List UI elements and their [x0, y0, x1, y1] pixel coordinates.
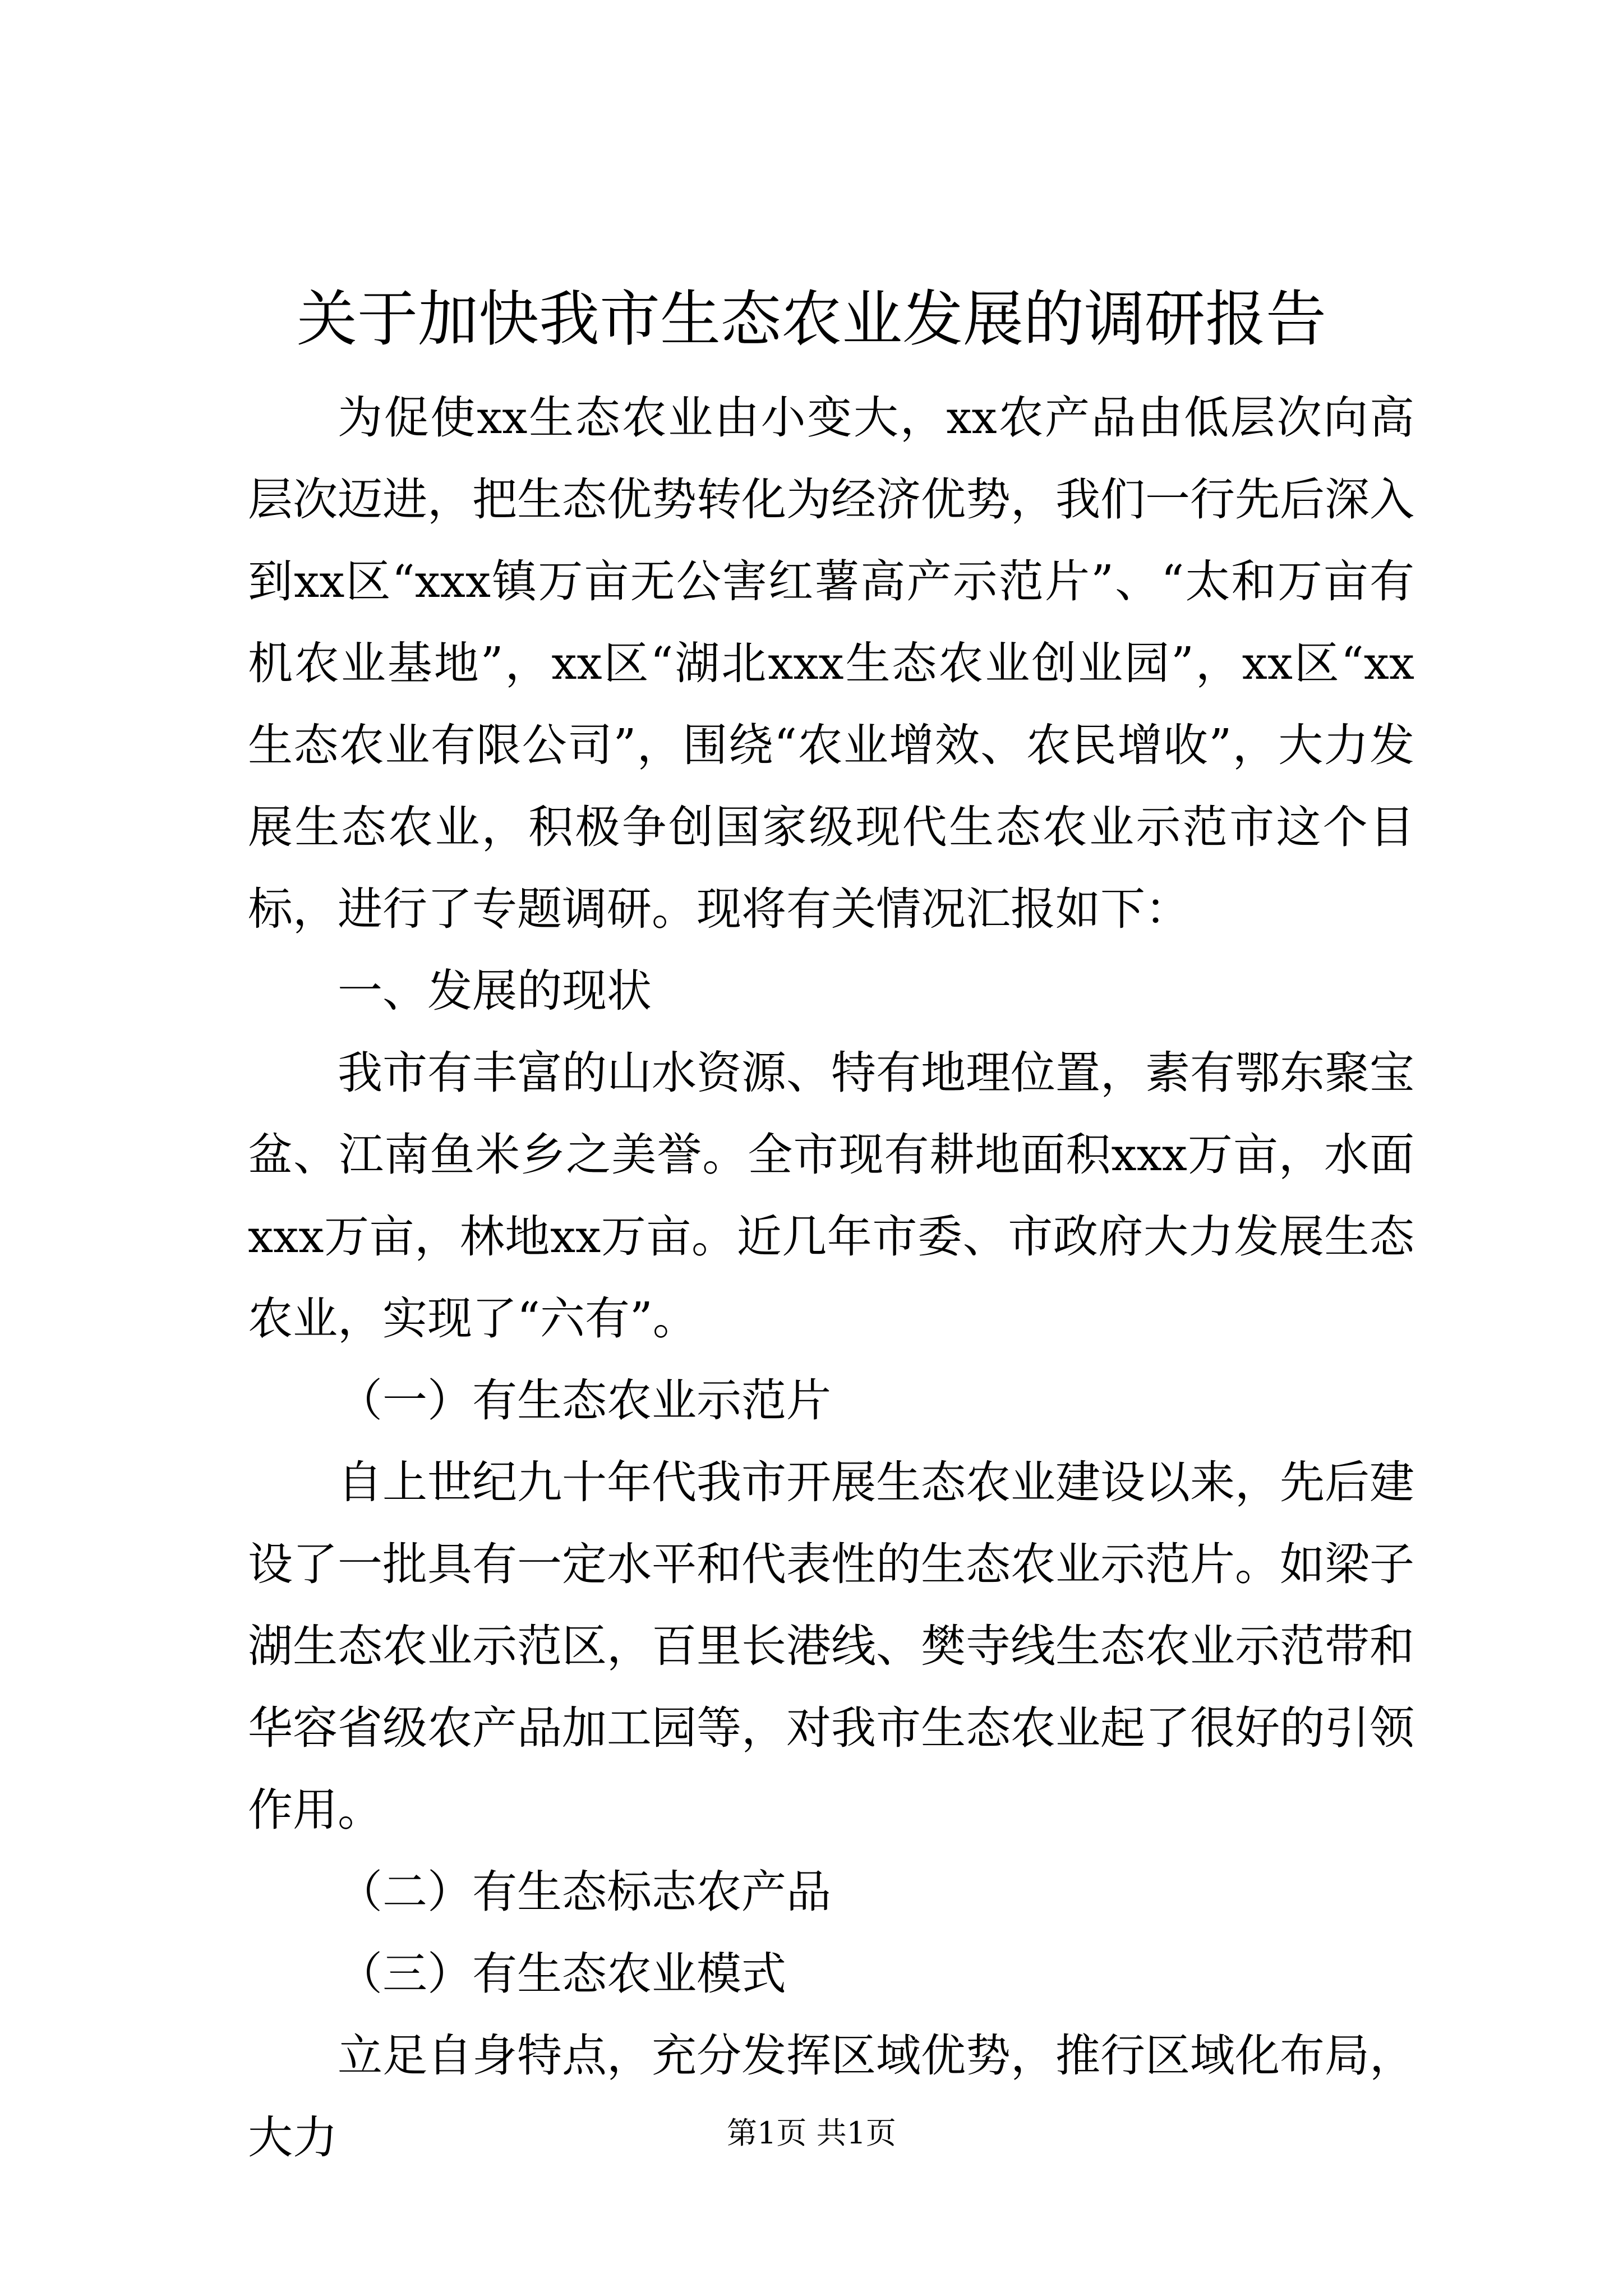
page-number: 第1页 共1页 — [727, 2115, 896, 2151]
intro-paragraph: 为促使xx生态农业由小变大，xx农产品由低层次向高层次迈进，把生态优势转化为经济优势，我们一行先后深入到xx区“xxx镇万亩无公害红薯高产示范片”、“太和万亩有机农业基地”，xx区“湖北xxx生态农业创业园”，xx区“xx生态农业有限公司”，围绕“农业增效、农民增收”，大力发展生态农业，积极争创国家级现代生态农业示范市这个目标，进行了专题调研。现将有关情况汇报如下： — [248, 392, 1414, 935]
subsection-heading: （三）有生态农业模式 — [338, 1948, 786, 2000]
demo-paragraph: 自上世纪九十年代我市开展生态农业建设以来，先后建设了一批具有一定水平和代表性的生态农业示范片。如梁子湖生态农业示范区，百里长港线、樊寺线生态农业示范带和华容省级农产品加工园等，对我市生态农业起了很好的引领作用。 — [248, 1456, 1414, 1836]
subsection-heading: （一）有生态农业示范片 — [338, 1374, 831, 1427]
subsection-heading: （二）有生态标志农产品 — [338, 1866, 831, 1918]
document-title: 关于加快我市生态农业发展的调研报告 — [296, 284, 1326, 355]
status-paragraph: 我市有丰富的山水资源、特有地理位置，素有鄂东聚宝盆、江南鱼米乡之美誉。全市现有耕地面积xxx万亩，水面xxx万亩，林地xx万亩。近几年市委、市政府大力发展生态农业，实现了“六有”。 — [248, 1047, 1414, 1345]
model-paragraph: 立足自身特点，充分发挥区域优势，推行区域化布局，大力 — [248, 2030, 1414, 2164]
document-body — [248, 377, 1414, 2179]
section-heading: 一、发展的现状 — [338, 965, 652, 1017]
